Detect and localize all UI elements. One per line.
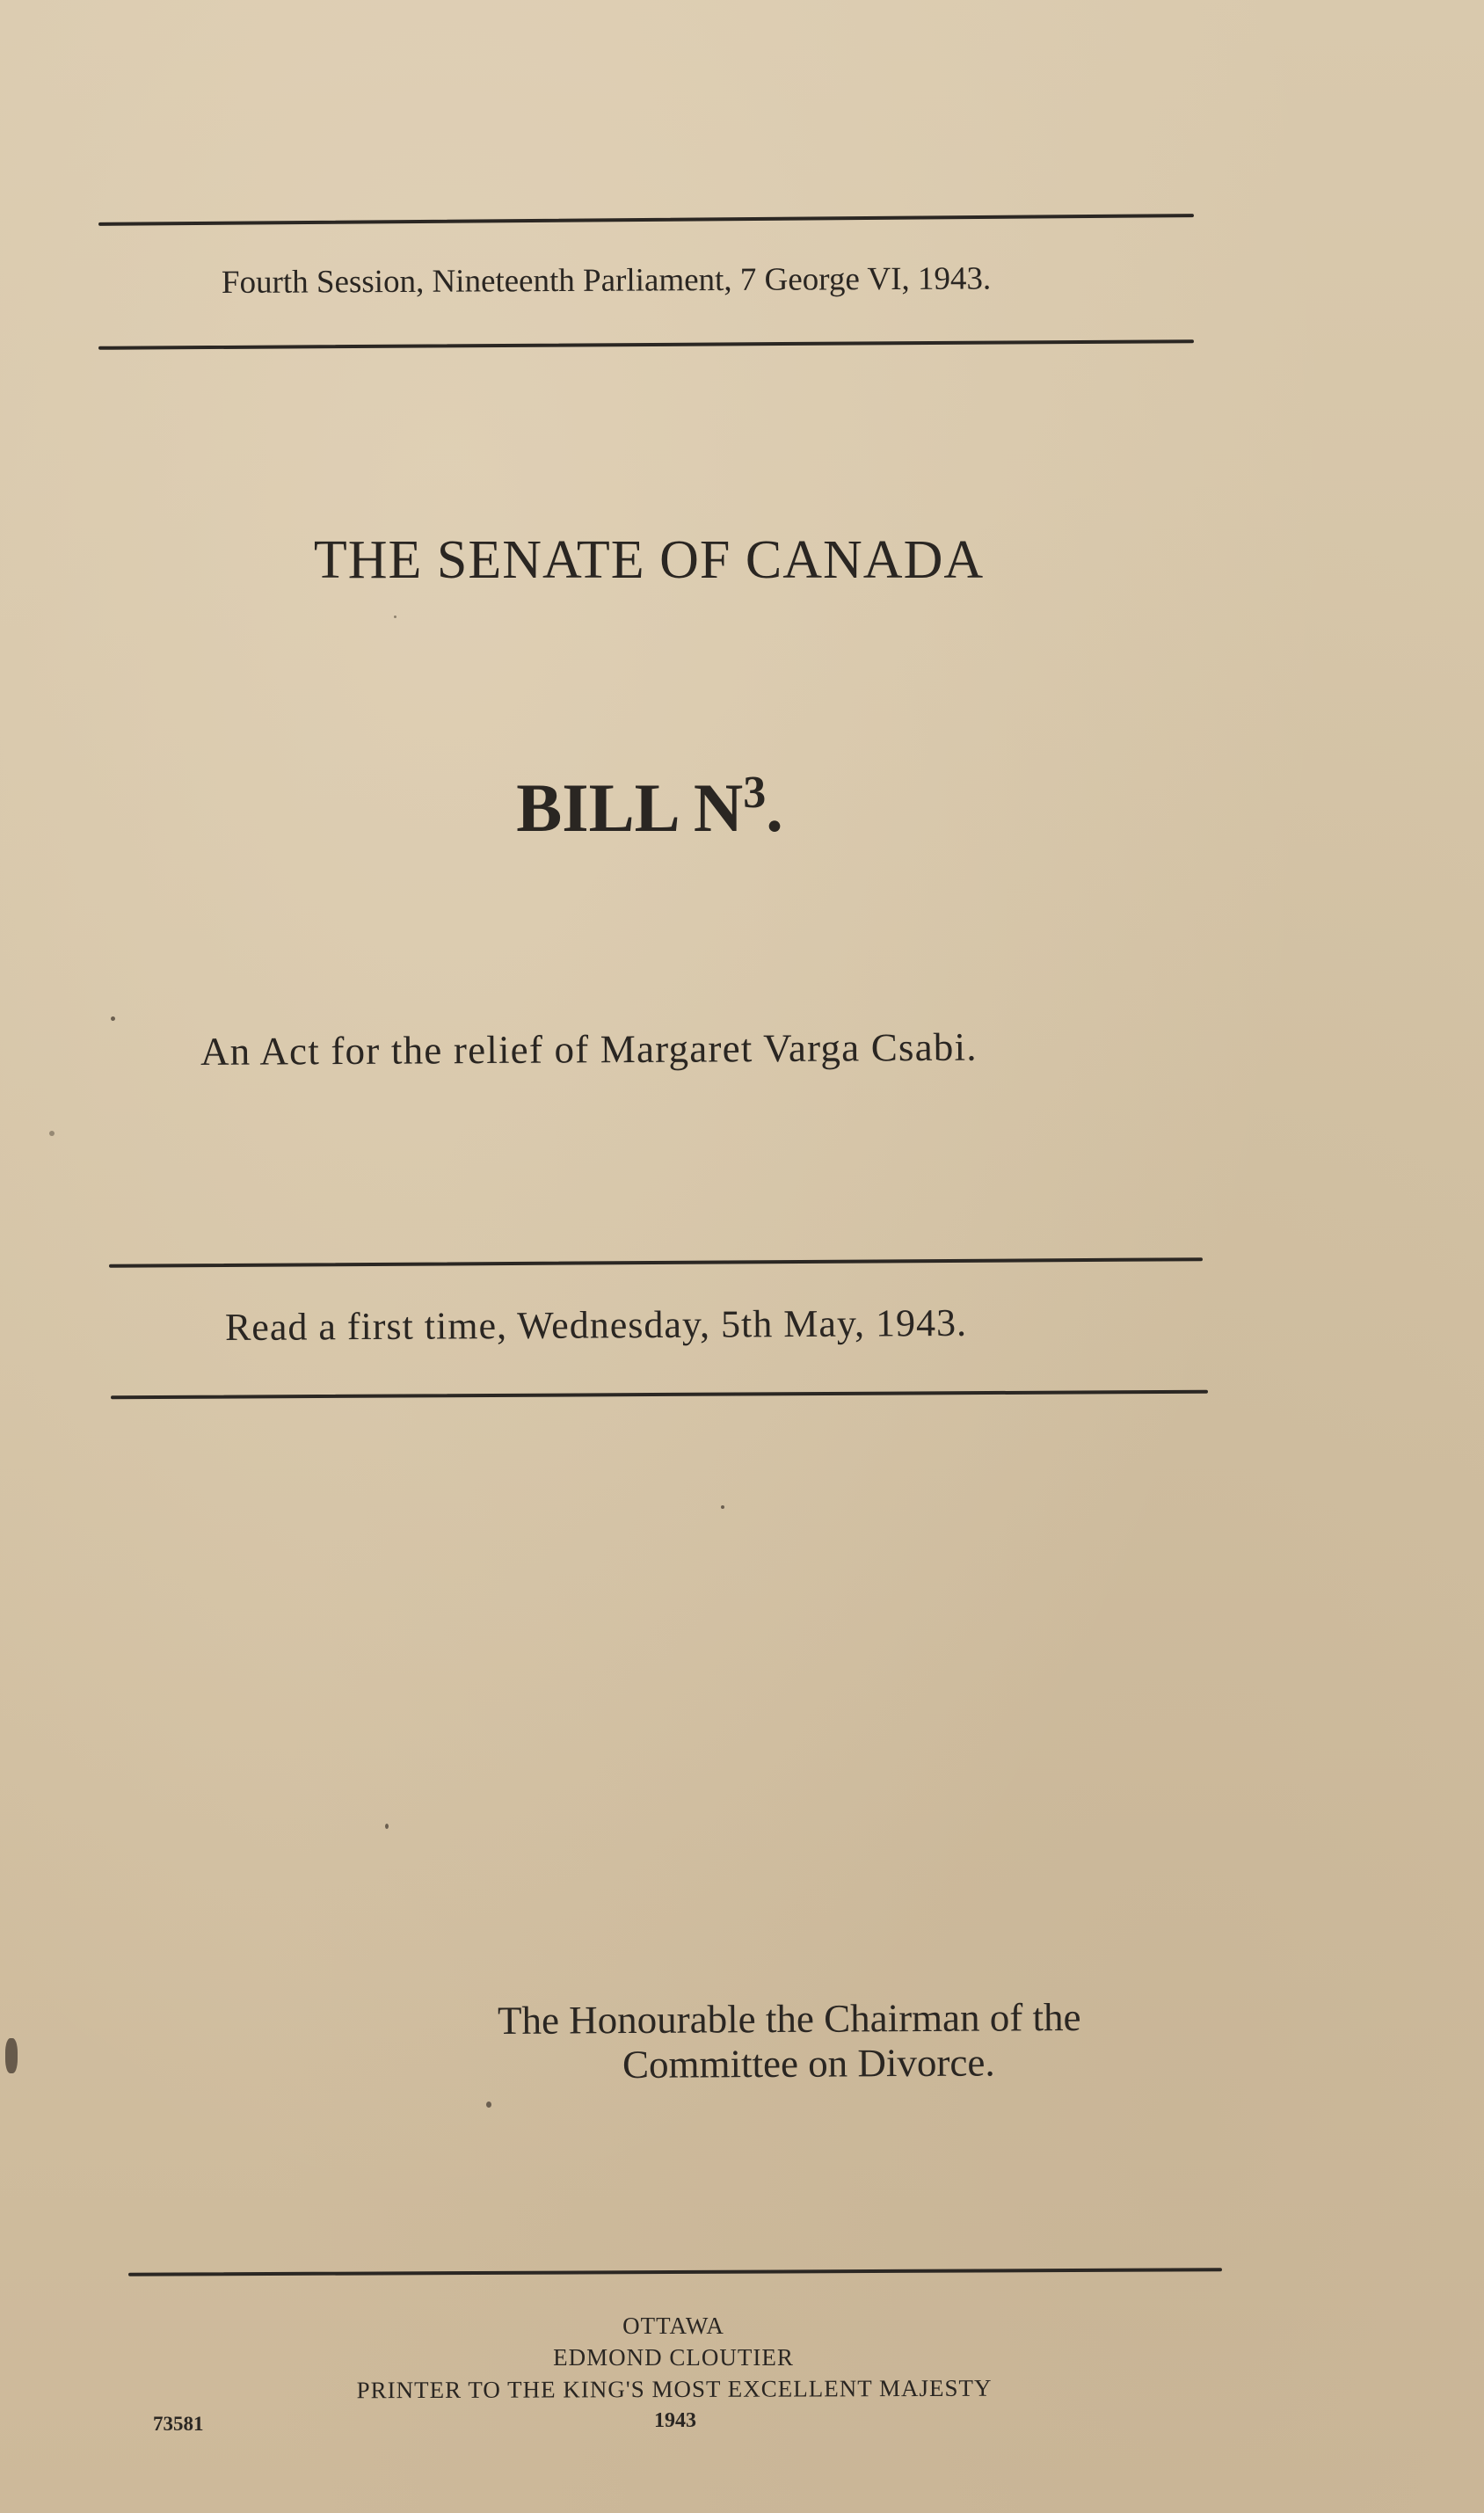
paper-speck (111, 1016, 115, 1021)
bill-number-value: 3 (743, 768, 767, 818)
imprint-year: 1943 (654, 2409, 696, 2432)
top-rule-lower (98, 339, 1194, 350)
reading-rule-lower (111, 1390, 1208, 1400)
top-rule-upper (98, 214, 1194, 226)
imprint-city: OTTAWA (622, 2313, 724, 2339)
bill-prefix: BILL N (516, 769, 744, 846)
sponsor-line-1: The Honourable the Chairman of the (497, 1994, 1081, 2043)
paper-speck (486, 2101, 491, 2108)
imprint-code: 73581 (153, 2413, 204, 2435)
chamber-heading: THE SENATE OF CANADA (313, 530, 985, 590)
session-line: Fourth Session, Nineteenth Parliament, 7 George VI, 1943. (221, 260, 992, 301)
paper-speck (394, 616, 396, 618)
paper-speck (721, 1505, 724, 1509)
binding-mark (5, 2038, 18, 2073)
act-title: An Act for the relief of Margaret Varga Csabi. (200, 1024, 978, 1074)
imprint-rule (128, 2268, 1222, 2276)
bill-suffix: . (766, 769, 783, 846)
paper-speck (49, 1131, 55, 1136)
paper-speck (385, 1824, 389, 1829)
first-reading-line: Read a first time, Wednesday, 5th May, 1943. (224, 1300, 968, 1349)
imprint-printer: EDMOND CLOUTIER (553, 2344, 794, 2371)
imprint-role: PRINTER TO THE KING'S MOST EXCELLENT MAJESTY (356, 2374, 993, 2404)
bill-number (0, 768, 1299, 848)
sponsor-line-2: Committee on Divorce. (622, 2040, 995, 2087)
reading-rule-upper (109, 1257, 1203, 1268)
